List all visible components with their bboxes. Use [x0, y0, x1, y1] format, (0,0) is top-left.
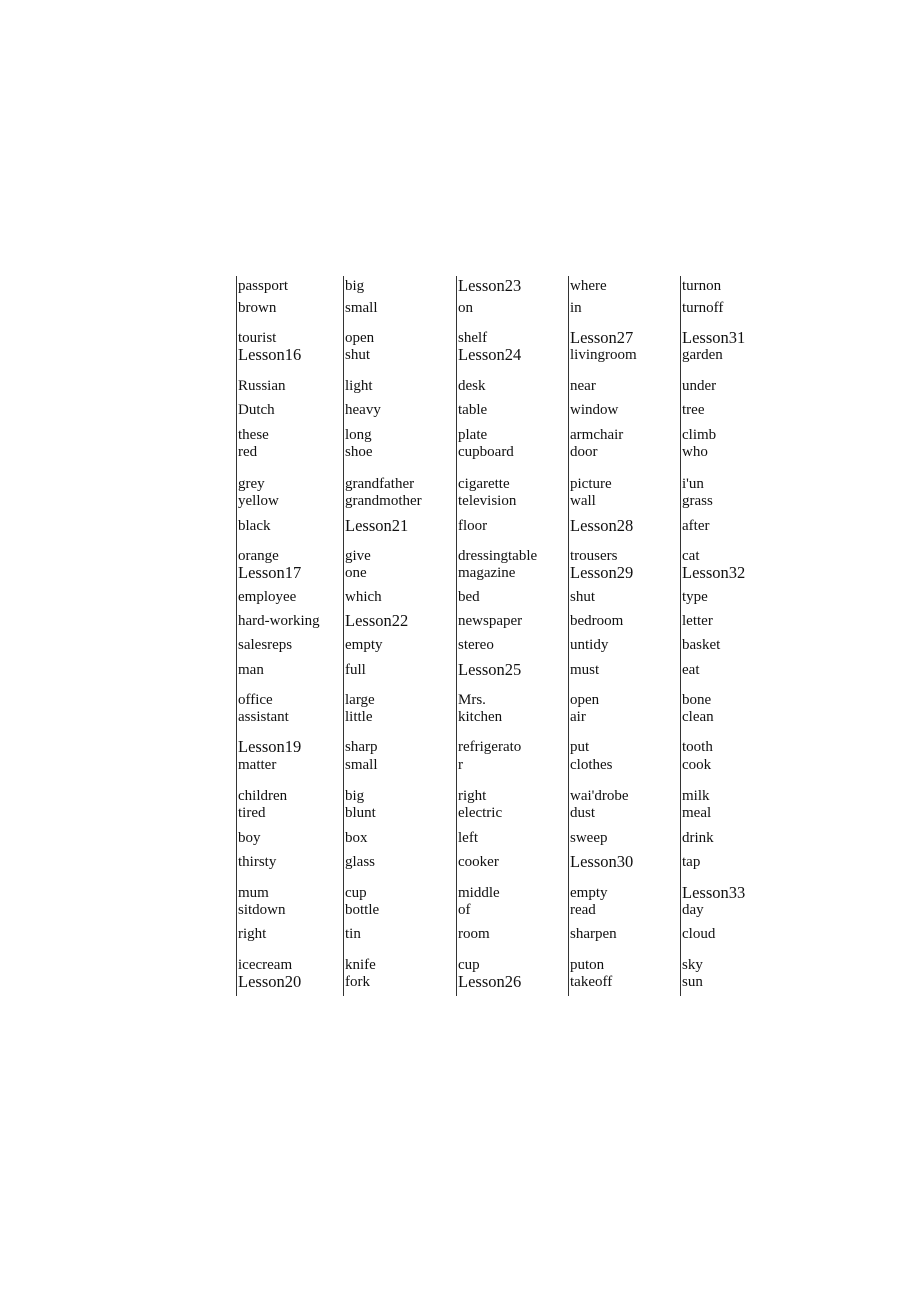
vocab-word: on [458, 300, 473, 316]
vocab-word: electric [458, 805, 503, 821]
lesson-heading: Lesson32 [682, 563, 746, 582]
lesson-heading: Lesson23 [458, 276, 522, 295]
vocab-word: sharpen [570, 926, 617, 942]
vocab-word: sweep [570, 830, 608, 846]
lesson-heading: Lesson30 [570, 852, 634, 871]
vocab-word: clothes [570, 757, 613, 773]
vocab-word: small [345, 300, 378, 316]
vocab-word: dust [570, 805, 596, 821]
vocab-word: refrigerato [458, 739, 522, 755]
vocab-word: bedroom [570, 613, 624, 629]
lesson-heading: Lesson21 [345, 516, 409, 535]
column-5 [680, 276, 790, 996]
vocab-word: Dutch [238, 402, 275, 418]
vocab-word: knife [345, 957, 376, 973]
vocab-word: glass [345, 854, 375, 870]
vocab-word: climb [682, 427, 717, 443]
vocab-word: brown [238, 300, 277, 316]
vocab-word: wall [570, 493, 596, 509]
vocab-word: Mrs. [458, 692, 486, 708]
vocab-word: clean [682, 709, 714, 725]
vocab-word: sun [682, 974, 703, 990]
vocab-word: small [345, 757, 378, 773]
vocab-word: cup [345, 885, 367, 901]
vocab-word: open [570, 692, 600, 708]
vocab-word: in [570, 300, 582, 316]
vocab-word: letter [682, 613, 713, 629]
lesson-heading: Lesson33 [682, 883, 746, 902]
vocab-word: after [682, 518, 710, 534]
vocab-word: man [238, 662, 264, 678]
vocab-word: tin [345, 926, 361, 942]
vocab-word: cup [458, 957, 480, 973]
vocab-word: light [345, 378, 373, 394]
vocab-word: under [682, 378, 717, 394]
vocab-word: bottle [345, 902, 380, 918]
vocab-word: Russian [238, 378, 286, 394]
vocab-word: read [570, 902, 596, 918]
vocab-word: r [458, 757, 463, 773]
lesson-heading: Lesson24 [458, 345, 522, 364]
vocab-word: type [682, 589, 708, 605]
lesson-heading: Lesson26 [458, 972, 522, 991]
vocab-word: grandmother [345, 493, 422, 509]
vocab-word: tree [682, 402, 705, 418]
column-divider [680, 276, 681, 996]
vocab-word: kitchen [458, 709, 503, 725]
vocab-word: box [345, 830, 368, 846]
vocab-word: of [458, 902, 471, 918]
vocab-word: tap [682, 854, 701, 870]
vocab-word: shut [570, 589, 596, 605]
column-divider [236, 276, 237, 996]
vocab-word: wai'drobe [570, 788, 629, 804]
vocab-word: empty [345, 637, 383, 653]
column-divider [456, 276, 457, 996]
vocab-word: blunt [345, 805, 376, 821]
vocab-word: icecream [238, 957, 293, 973]
vocab-word: milk [682, 788, 710, 804]
lesson-heading: Lesson25 [458, 660, 522, 679]
vocab-word: shoe [345, 444, 373, 460]
vocab-word: grass [682, 493, 713, 509]
vocab-word: turnon [682, 278, 722, 294]
vocab-word: put [570, 739, 590, 755]
vocab-word: employee [238, 589, 297, 605]
vocab-word: thirsty [238, 854, 277, 870]
vocab-word: office [238, 692, 273, 708]
vocab-word: shut [345, 347, 371, 363]
vocab-word: cigarette [458, 476, 510, 492]
vocab-word: table [458, 402, 488, 418]
vocab-word: takeoff [570, 974, 613, 990]
vocab-word: fork [345, 974, 370, 990]
lesson-heading: Lesson22 [345, 611, 409, 630]
vocab-word: untidy [570, 637, 609, 653]
vocab-word: give [345, 548, 371, 564]
vocab-word: heavy [345, 402, 381, 418]
vocab-word: magazine [458, 565, 516, 581]
vocab-word: which [345, 589, 382, 605]
vocab-word: cook [682, 757, 712, 773]
vocab-word: one [345, 565, 367, 581]
vocab-word: passport [238, 278, 288, 294]
column-3 [456, 276, 566, 996]
lesson-heading: Lesson16 [238, 345, 302, 364]
vocab-word: who [682, 444, 708, 460]
lesson-heading: Lesson19 [238, 737, 302, 756]
vocab-word: tired [238, 805, 266, 821]
vocab-word: i'un [682, 476, 704, 492]
vocab-word: cupboard [458, 444, 514, 460]
vocab-word: near [570, 378, 596, 394]
vocab-word: tourist [238, 330, 277, 346]
vocab-word: meal [682, 805, 712, 821]
vocab-word: orange [238, 548, 279, 564]
vocab-word: sitdown [238, 902, 286, 918]
vocab-word: stereo [458, 637, 494, 653]
vocab-word: middle [458, 885, 500, 901]
vocab-word: newspaper [458, 613, 523, 629]
column-divider [343, 276, 344, 996]
vocab-word: window [570, 402, 619, 418]
lesson-heading: Lesson20 [238, 972, 302, 991]
vocab-word: floor [458, 518, 488, 534]
vocab-word: puton [570, 957, 605, 973]
column-divider [568, 276, 569, 996]
vocab-word: bone [682, 692, 712, 708]
vocab-word: big [345, 278, 365, 294]
vocab-word: open [345, 330, 375, 346]
vocab-word: eat [682, 662, 700, 678]
vocab-word: boy [238, 830, 261, 846]
vocab-word: garden [682, 347, 723, 363]
vocab-word: picture [570, 476, 612, 492]
vocab-word: armchair [570, 427, 624, 443]
vocab-word: empty [570, 885, 608, 901]
column-4 [568, 276, 678, 996]
vocab-word: left [458, 830, 478, 846]
vocab-word: room [458, 926, 490, 942]
vocabulary-table [236, 276, 796, 996]
vocab-word: black [238, 518, 271, 534]
column-2 [343, 276, 453, 996]
vocab-word: dressingtable [458, 548, 538, 564]
vocab-word: sky [682, 957, 703, 973]
vocab-word: desk [458, 378, 486, 394]
lesson-heading: Lesson28 [570, 516, 634, 535]
column-1 [236, 276, 346, 996]
vocab-word: cat [682, 548, 700, 564]
vocab-word: large [345, 692, 375, 708]
vocab-word: tooth [682, 739, 713, 755]
vocab-word: where [570, 278, 607, 294]
lesson-heading: Lesson31 [682, 328, 746, 347]
vocab-word: livingroom [570, 347, 637, 363]
vocab-word: yellow [238, 493, 279, 509]
vocab-word: right [458, 788, 487, 804]
vocab-word: drink [682, 830, 714, 846]
vocab-word: turnoff [682, 300, 724, 316]
vocab-word: hard-working [238, 613, 320, 629]
vocab-word: full [345, 662, 366, 678]
vocab-word: these [238, 427, 269, 443]
vocab-word: day [682, 902, 704, 918]
vocab-word: shelf [458, 330, 488, 346]
vocab-word: little [345, 709, 373, 725]
vocab-word: red [238, 444, 258, 460]
vocab-word: grandfather [345, 476, 415, 492]
vocab-word: must [570, 662, 600, 678]
vocab-word: plate [458, 427, 488, 443]
vocab-word: right [238, 926, 267, 942]
vocab-word: basket [682, 637, 721, 653]
vocab-word: television [458, 493, 517, 509]
vocab-word: cooker [458, 854, 499, 870]
vocab-word: mum [238, 885, 269, 901]
vocab-word: assistant [238, 709, 289, 725]
lesson-heading: Lesson17 [238, 563, 302, 582]
vocab-word: children [238, 788, 288, 804]
vocab-word: grey [238, 476, 265, 492]
vocab-word: bed [458, 589, 480, 605]
vocab-word: door [570, 444, 598, 460]
vocab-word: big [345, 788, 365, 804]
vocab-word: matter [238, 757, 277, 773]
vocab-word: salesreps [238, 637, 293, 653]
vocab-word: long [345, 427, 372, 443]
lesson-heading: Lesson29 [570, 563, 634, 582]
lesson-heading: Lesson27 [570, 328, 634, 347]
vocab-word: trousers [570, 548, 618, 564]
vocab-word: air [570, 709, 586, 725]
vocab-word: cloud [682, 926, 716, 942]
vocab-word: sharp [345, 739, 378, 755]
